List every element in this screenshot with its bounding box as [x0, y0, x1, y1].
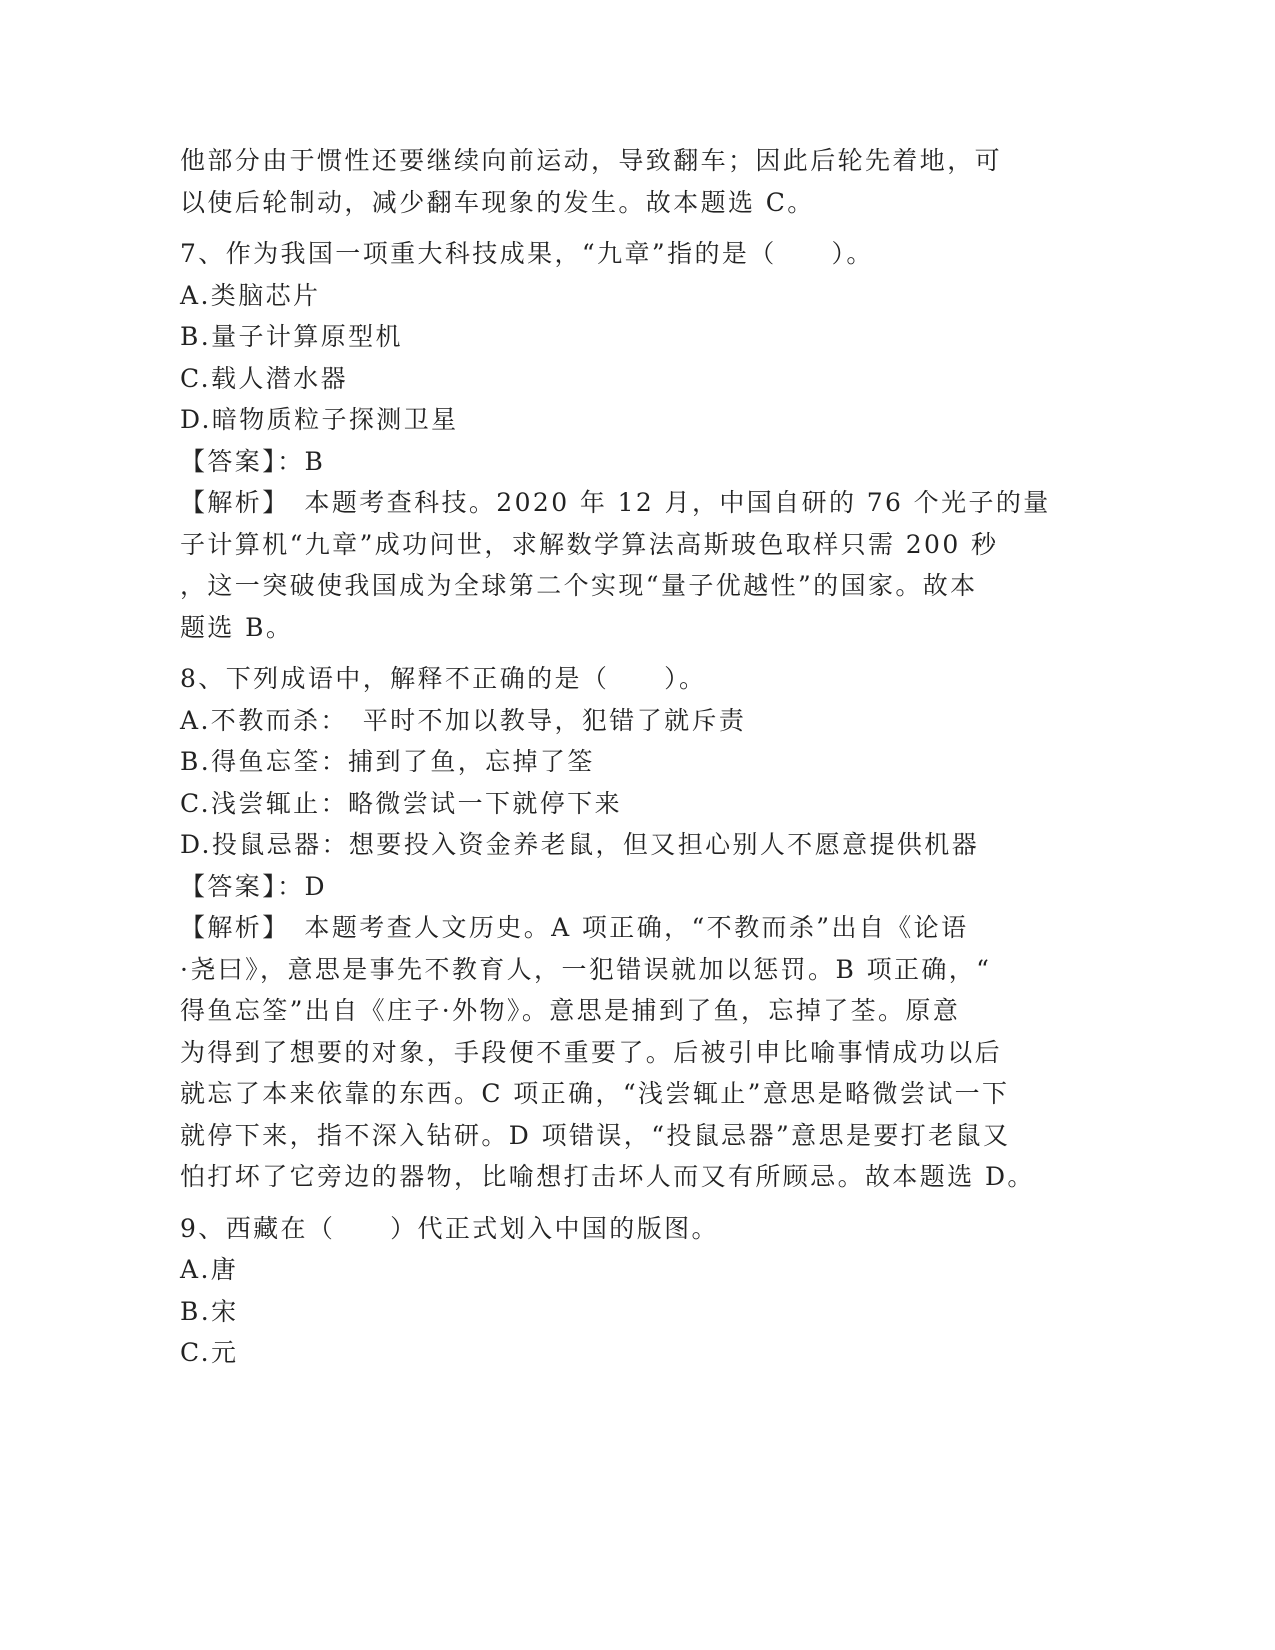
analysis-line: ，这一突破使我国成为全球第二个实现“量子优越性”的国家。故本 [180, 571, 978, 600]
option-a: A.唐 [180, 1255, 239, 1284]
analysis-line: 就忘了本来依靠的东西。C 项正确，“浅尝辄止”意思是略微尝试一下 [180, 1079, 1010, 1108]
intro-paragraph [180, 140, 1050, 223]
option-c: C.元 [180, 1338, 239, 1367]
answer-line: 【答案】：D [180, 871, 327, 901]
option-a: A.类脑芯片 [180, 280, 321, 310]
text-line: 以使后轮制动，减少翻车现象的发生。故本题选 C。 [180, 187, 815, 217]
question-7 [180, 233, 1050, 648]
option-b: B.量子计算原型机 [180, 322, 403, 351]
option-b: B.宋 [180, 1296, 239, 1326]
analysis-line: 【解析】 本题考查科技。2020 年 12 月，中国自研的 76 个光子的量 [180, 488, 1051, 517]
option-c: C.浅尝辄止：略微尝试一下就停下来 [180, 788, 622, 818]
option-a: A.不教而杀： 平时不加以教导，犯错了就斥责 [180, 705, 747, 735]
analysis-line: 得鱼忘筌”出自《庄子·外物》。意思是捕到了鱼，忘掉了荃。原意 [180, 996, 961, 1025]
analysis-line: ·尧曰》，意思是事先不教育人，一犯错误就加以惩罚。B 项正确，“ [180, 954, 992, 984]
question-text: 8、下列成语中，解释不正确的是（ ）。 [180, 664, 707, 693]
question-9 [180, 1208, 1050, 1374]
question-text: 9、西藏在（ ）代正式划入中国的版图。 [180, 1213, 719, 1243]
analysis-line: 为得到了想要的对象，手段便不重要了。后被引申比喻事情成功以后 [180, 1037, 1003, 1067]
text-line: 他部分由于惯性还要继续向前运动，导致翻车；因此后轮先着地，可 [180, 146, 1003, 175]
option-c: C.载人潜水器 [180, 363, 348, 393]
analysis-line: 【解析】 本题考查人文历史。A 项正确，“不教而杀”出自《论语 [180, 913, 969, 942]
analysis-line: 子计算机“九章”成功问世，求解数学算法高斯玻色取样只需 200 秒 [180, 529, 999, 559]
option-d: D.暗物质粒子探测卫星 [180, 405, 459, 434]
analysis-line: 怕打坏了它旁边的器物，比喻想打击坏人而又有所顾忌。故本题选 D。 [180, 1162, 1035, 1191]
question-text: 7、作为我国一项重大科技成果，“九章”指的是（ ）。 [180, 239, 874, 268]
option-b: B.得鱼忘筌：捕到了鱼，忘掉了筌 [180, 747, 595, 776]
question-8 [180, 658, 1050, 1198]
analysis-line: 题选 B。 [180, 612, 294, 642]
option-d: D.投鼠忌器：想要投入资金养老鼠，但又担心别人不愿意提供机器 [180, 830, 980, 859]
analysis-line: 就停下来，指不深入钻研。D 项错误，“投鼠忌器”意思是要打老鼠又 [180, 1120, 1011, 1150]
answer-line: 【答案】：B [180, 446, 326, 476]
document-page [180, 140, 1050, 1374]
